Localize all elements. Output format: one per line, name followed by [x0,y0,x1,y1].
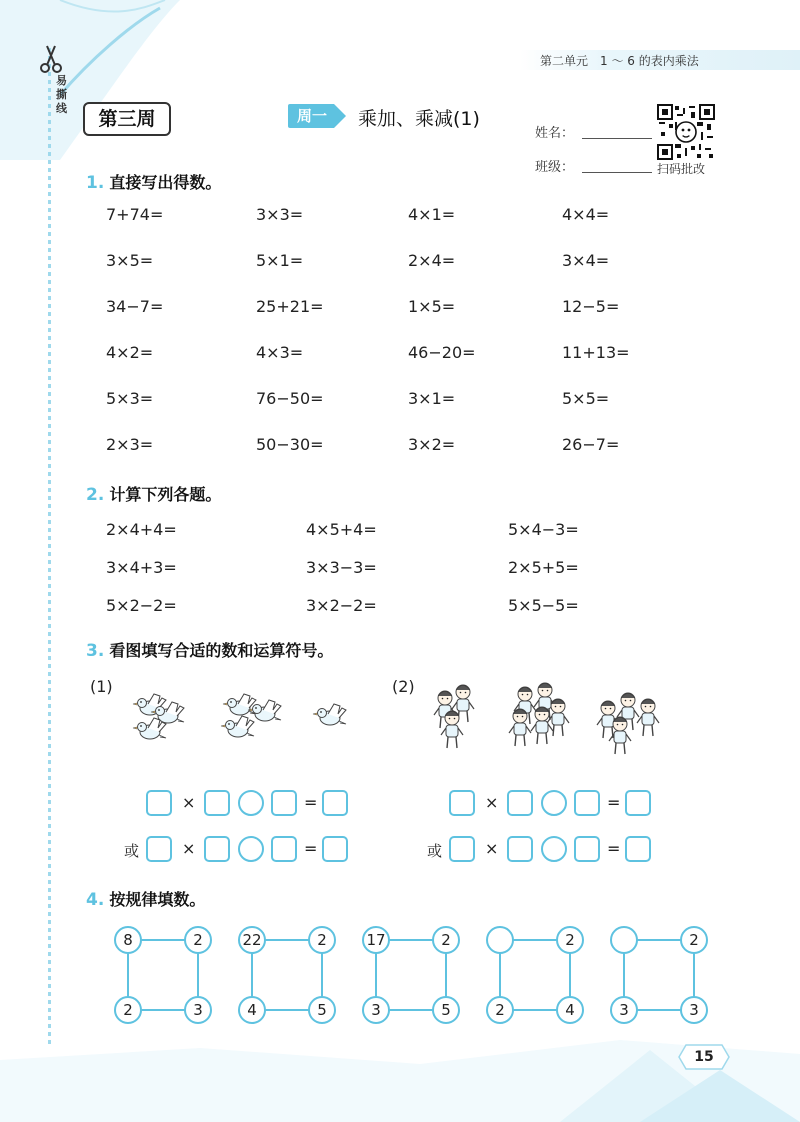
number-pattern-squares [100,920,740,1030]
problem-item: 76−50= [256,389,324,408]
part-1-row-2-equals-sign: = [304,839,318,858]
pattern-square [487,927,583,1023]
problem-item: 3×5= [106,251,154,270]
section-1-problems [106,205,706,475]
part-2-row-2-answer-box[interactable] [625,836,651,862]
square-edges [500,940,570,1010]
pattern-square [363,927,459,1023]
number-circle-value: 2 [123,1001,133,1019]
number-circle-tl[interactable] [611,927,637,953]
part-2-row-1-answer-box[interactable] [507,790,533,816]
number-circle-value: 2 [317,931,327,949]
problem-item: 3×4= [562,251,610,270]
problem-item: 2×5+5= [508,558,579,577]
page-number: 15 [694,1049,714,1065]
problem-item: 5×3= [106,389,154,408]
part-1-row-1-equals-sign: = [304,793,318,812]
part-2-row-2-equals-sign: = [607,839,621,858]
number-circle-value: 2 [565,931,575,949]
problem-item: 12−5= [562,297,620,316]
scissors-icon [38,44,64,74]
problem-item: 25+21= [256,297,324,316]
part-1-row-2-answer-box[interactable] [204,836,230,862]
section-3-number: 3. [86,641,105,661]
problem-item: 2×4= [408,251,456,270]
part-2-row-1-answer-box[interactable] [449,790,475,816]
section-4-heading [86,887,205,910]
part-1-row-1-answer-box[interactable] [271,790,297,816]
problem-item: 4×1= [408,205,456,224]
number-circle-value: 3 [619,1001,629,1019]
problem-item: 4×5+4= [306,520,377,539]
part-2-row-1-equals-sign: = [607,793,621,812]
number-circle-value: 3 [689,1001,699,1019]
problem-item: 2×3= [106,435,154,454]
problem-item: 3×2−2= [306,596,377,615]
tear-line [48,48,51,1048]
section-2-title: 计算下列各题。 [109,485,222,504]
part-1-row-1-answer-box[interactable] [322,790,348,816]
number-circle-value: 3 [193,1001,203,1019]
name-field[interactable] [582,138,652,139]
number-circle-value: 2 [441,931,451,949]
number-circle-value: 2 [689,931,699,949]
equation-area [0,790,800,870]
problem-item: 5×2−2= [106,596,177,615]
problem-item: 3×1= [408,389,456,408]
number-circle-value: 8 [123,931,133,949]
number-circle-tl[interactable] [487,927,513,953]
part-2-row-2-times-sign: × [485,839,499,858]
pattern-square [611,927,707,1023]
part-1-row-2-times-sign: × [182,839,196,858]
lesson-title: 乘加、乘减(1) [358,108,480,130]
part-2-label: (2) [392,677,415,696]
children-illustration [430,680,680,760]
part-2-row-1-times-sign: × [485,793,499,812]
part-2-row-2-operator-circle[interactable] [541,836,567,862]
pattern-square [115,927,211,1023]
square-edges [624,940,694,1010]
corner-decoration [0,0,200,160]
part-2-row-2-or-label: 或 [427,842,443,860]
section-1-heading [86,170,221,193]
day-label: 周一 [296,107,327,125]
section-2-heading [86,482,221,505]
number-circle-value: 5 [317,1001,327,1019]
part-1-row-2-answer-box[interactable] [322,836,348,862]
section-4-title: 按规律填数。 [109,890,206,909]
problem-item: 5×5= [562,389,610,408]
part-1-row-2-answer-box[interactable] [271,836,297,862]
part-1-row-1-answer-box[interactable] [146,790,172,816]
section-2-number: 2. [86,485,105,505]
pattern-square [239,927,335,1023]
problem-item: 5×1= [256,251,304,270]
number-circle-value: 22 [242,931,262,949]
part-1-row-1-times-sign: × [182,793,196,812]
problem-item: 3×3−3= [306,558,377,577]
unit-title: 第二单元 1 ～ 6 的表内乘法 [540,54,699,68]
number-circle-value: 4 [247,1001,257,1019]
part-2-row-1-answer-box[interactable] [574,790,600,816]
qr-code-icon[interactable] [657,104,715,160]
section-2-problems [106,520,706,630]
problem-item: 4×2= [106,343,154,362]
problem-item: 5×4−3= [508,520,579,539]
section-3-title: 看图填写合适的数和运算符号。 [109,641,334,660]
number-circle-value: 2 [495,1001,505,1019]
part-1-row-2-answer-box[interactable] [146,836,172,862]
problem-item: 34−7= [106,297,164,316]
problem-item: 4×4= [562,205,610,224]
week-badge: 第三周 [83,102,171,136]
scan-label: 扫码批改 [657,162,706,176]
problem-item: 3×4+3= [106,558,177,577]
square-edges [376,940,446,1010]
square-edges [128,940,198,1010]
number-circle-value: 4 [565,1001,575,1019]
part-1-row-1-answer-box[interactable] [204,790,230,816]
problem-item: 11+13= [562,343,630,362]
problem-item: 3×3= [256,205,304,224]
part-2-row-1-answer-box[interactable] [625,790,651,816]
tear-line-label: 易撕线 [56,74,67,115]
problem-item: 26−7= [562,435,620,454]
section-1-number: 1. [86,173,105,193]
square-edges [252,940,322,1010]
class-label: 班级： [535,160,575,175]
problem-item: 7+74= [106,205,164,224]
part-1-row-2-or-label: 或 [124,842,140,860]
part-1-row-2-operator-circle[interactable] [238,836,264,862]
number-circle-value: 5 [441,1001,451,1019]
section-3-heading [86,638,333,661]
section-4-number: 4. [86,890,105,910]
part-2-row-2-answer-box[interactable] [449,836,475,862]
class-field[interactable] [582,172,652,173]
name-label: 姓名： [535,126,575,141]
problem-item: 50−30= [256,435,324,454]
problem-item: 46−20= [408,343,476,362]
problem-item: 4×3= [256,343,304,362]
problem-item: 5×5−5= [508,596,579,615]
part-2-row-2-answer-box[interactable] [574,836,600,862]
number-circle-value: 17 [366,931,386,949]
section-1-title: 直接写出得数。 [109,173,222,192]
part-1-label: (1) [90,677,113,696]
birds-illustration [120,690,365,750]
number-circle-value: 2 [193,931,203,949]
problem-item: 2×4+4= [106,520,177,539]
number-circle-value: 3 [371,1001,381,1019]
part-2-row-1-operator-circle[interactable] [541,790,567,816]
part-2-row-2-answer-box[interactable] [507,836,533,862]
problem-item: 3×2= [408,435,456,454]
part-1-row-1-operator-circle[interactable] [238,790,264,816]
day-tag [288,104,346,128]
problem-item: 1×5= [408,297,456,316]
